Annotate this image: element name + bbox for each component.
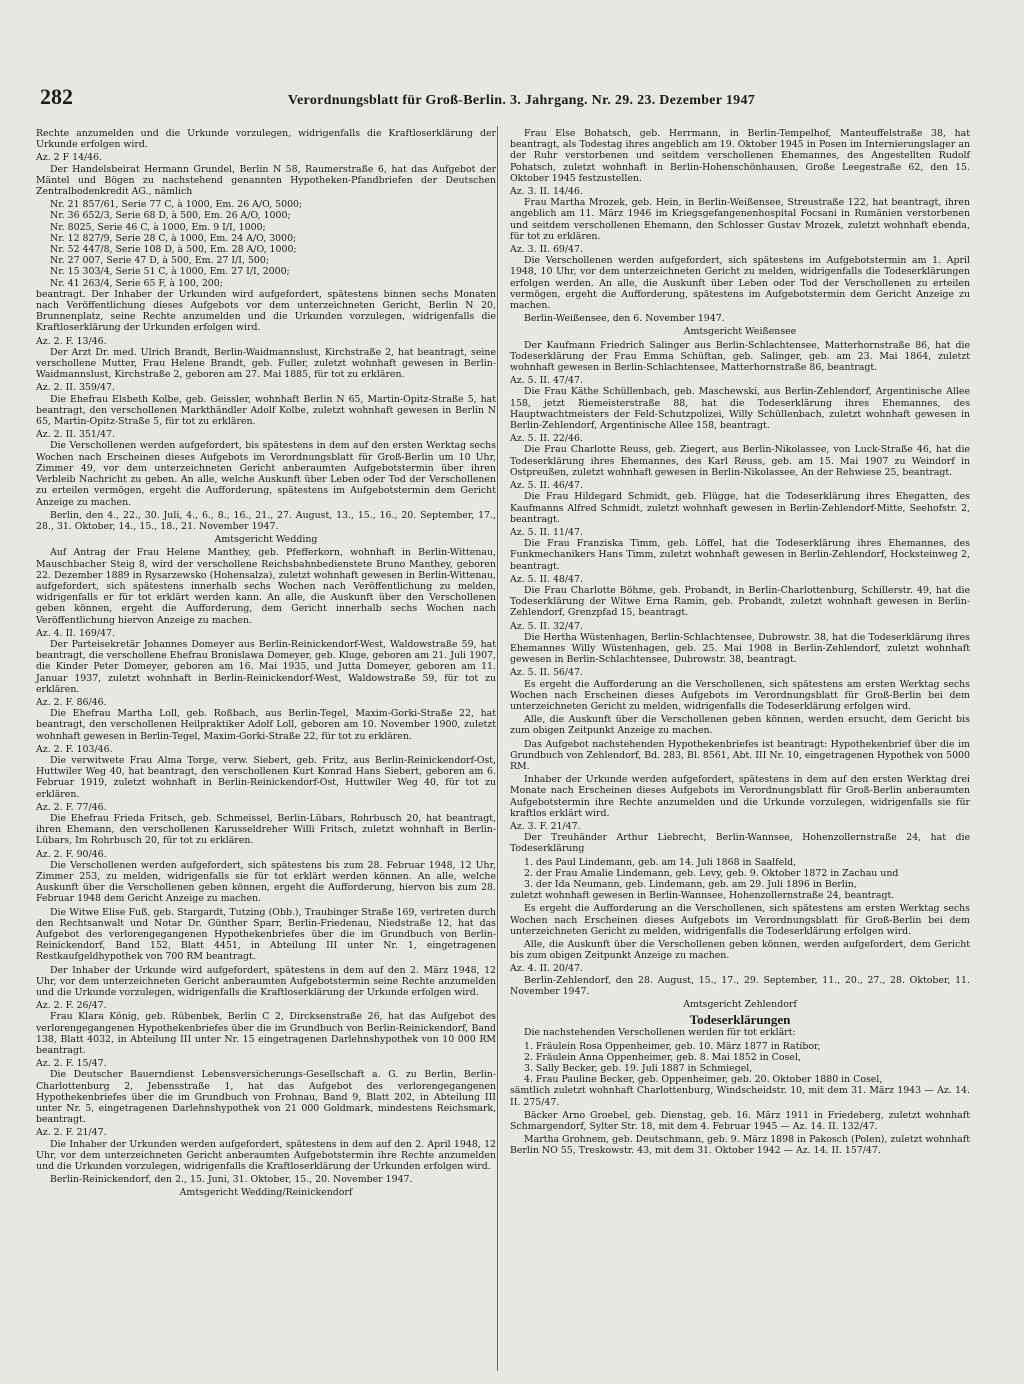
paragraph: Auf Antrag der Frau Helene Manthey, geb. Pfefferkorn, wohnhaft in Berlin-Wittenau, Mauschbacher Steig 8, wird der verschollene Reichsbahnbedienstete Bruno Manthey, geboren 22. Dezember 1889 in Rysarzewsko (Hohensalza), zuletzt wohnhaft gewesen in Berlin-Wittenau, aufgefordert, sich spätestens innerhalb sechs Wochen nach Veröffentlichung zu melden, widrigenfalls er für tot erklärt werden kann. An alle, die Auskunft über den Verschollenen geben können, ergeht die Aufforderung, dem Gericht innerhalb sechs Wochen nach Veröffentlichung hiervon Anzeige zu machen. bbox=[36, 547, 496, 626]
date-line: Berlin-Zehlendorf, den 28. August, 15., 17., 29. September, 11., 20., 27., 28. Oktober, 11. November 1947. bbox=[510, 974, 970, 997]
list-item: 1. des Paul Lindemann, geb. am 14. Juli 1868 in Saalfeld, bbox=[524, 856, 797, 868]
reference: Az. 3. F. 21/47. bbox=[510, 820, 581, 832]
paragraph: Die Verschollenen werden aufgefordert, sich spätestens im Aufgebotstermin am 1. April 1948, 10 Uhr, vor dem unterzeichneten Gericht zu melden, widrigenfalls die Todeserklärungen erfolgen werden. An alle, die Auskunft über Leben oder Tod der Verschollenen zu erteilen vermögen, ergeht die Aufforderung, spätestens im Aufgebotstermin dem Gericht Anzeige zu machen. bbox=[510, 255, 970, 312]
reference: Az. 2. F. 103/46. bbox=[36, 743, 113, 755]
paragraph: Der Parteisekretär Johannes Domeyer aus Berlin-Reinickendorf-West, Waldowstraße 59, hat beantragt, die verschollene Ehefrau Bronislawa Domeyer, geb. Kluge, geboren am 21. Juli 1907, die Kinder Peter Domeyer, geboren am 16. Mai 1935, und Jutta Domeyer, geboren am 11. Januar 1937, zuletzt wohnhaft in Berlin-Reinickendorf-West, Waldowstraße 59, für tot zu erklären. bbox=[36, 638, 496, 695]
paragraph: Die Deutscher Bauerndienst Lebensversicherungs-Gesellschaft a. G. zu Berlin, Berlin-Charlottenburg 2, Jebensstraße 1, hat das Aufgebot des verlorengegangenen Hypothekenbriefes über die im Grundbuch von Frohnau, Band 9, Blatt 202, in Abteilung III unter Nr. 5, eingetragenen Darlehnshypothek von 21 000 Goldmark, mindestens Reichsmark, beantragt. bbox=[36, 1069, 496, 1126]
paragraph: sämtlich zuletzt wohnhaft Charlottenburg, Windscheidstr. 10, mit dem 31. März 1943 — Az. 14. II. 275/47. bbox=[510, 1085, 970, 1108]
paragraph: Die nachstehenden Verschollenen werden für tot erklärt: bbox=[524, 1027, 796, 1039]
court-name: Amtsgericht Wedding bbox=[214, 534, 318, 546]
list-item: 2. Fräulein Anna Oppenheimer, geb. 8. Mai 1852 in Cosel, bbox=[524, 1051, 801, 1063]
paragraph: Es ergeht die Aufforderung an die Verschollenen, sich spätestens am ersten Werktag sechs Wochen nach Erscheinen dieses Aufgebots im Verordnungsblatt für Groß-Berlin bei dem unterzeichneten Gericht zu melden, widrigenfalls die Todeserklärung erfolgen wird. bbox=[510, 678, 970, 712]
paragraph: beantragt. Der Inhaber der Urkunden wird aufgefordert, spätestens binnen sechs Monaten nach Veröffentlichung dieses Aufgebots vor dem unterzeichneten Gericht, Berlin N 20, Brunnenplatz, seine Rechte anzumelden und die Urkunden vorzulegen, widrigenfalls die Kraftloserklärung der Urkunden erfolgen wird. bbox=[36, 288, 496, 334]
page-header bbox=[40, 84, 970, 110]
reference: Az. 2. II. 359/47. bbox=[36, 382, 115, 394]
reference: Az. 5. II. 32/47. bbox=[510, 620, 583, 632]
reference: Az. 2. F. 86/46. bbox=[36, 696, 107, 708]
list-item: Nr. 41 263/4, Serie 65 F, à 100, 200; bbox=[50, 277, 223, 289]
paragraph: Die Hertha Wüstenhagen, Berlin-Schlachtensee, Dubrowstr. 38, hat die Todeserklärung ihres Ehemannes Willy Wüstenhagen, geb. 25. Mai 1908 in Berlin-Zehlendorf, zuletzt wohnhaft gewesen in Berlin-Schlachtensee, Dubrowstr. 38, beantragt. bbox=[510, 631, 970, 666]
paragraph: Die Verschollenen werden aufgefordert, bis spätestens in dem auf den ersten Werktag sechs Wochen nach Erscheinen dieses Aufgebots im Verordnungsblatt für Groß-Berlin um 10 Uhr, Zimmer 49, vor dem unterzeichneten Gericht anberaumten Aufgebotstermin über ihren Verbleib Nachricht zu geben. An alle, welche Auskunft über Leben oder Tod der Verschollenen zu erteilen vermögen, ergeht die Aufforderung, spätestens im Aufgebotstermin dem Gericht Anzeige zu machen. bbox=[36, 440, 496, 508]
paragraph: Alle, die Auskunft über die Verschollenen geben können, werden ersucht, dem Gericht bis zum obigen Zeitpunkt Anzeige zu machen. bbox=[510, 714, 970, 737]
paragraph: Der Treuhänder Arthur Liebrecht, Berlin-Wannsee, Hohenzollernstraße 24, hat die Todeserklärung bbox=[510, 832, 970, 855]
reference: Az. 5. II. 46/47. bbox=[510, 480, 583, 492]
paragraph: Die Frau Charlotte Reuss, geb. Ziegert, aus Berlin-Nikolassee, von Luck-Straße 46, hat die Todeserklärung ihres Ehemannes, des Karl Reuss, geb. am 15. Mai 1907 zu Weindorf in Ostpreußen, zuletzt wohnhaft gewesen in Berlin-Nikolassee, An der Rehwiese 25, beantragt. bbox=[510, 444, 970, 478]
paragraph: Der Arzt Dr. med. Ulrich Brandt, Berlin-Waidmannslust, Kirchstraße 2, hat beantragt, seine verschollene Mutter, Frau Helene Brandt, geb. Fuller, zuletzt wohnhaft gewesen in Berlin-Waidmannslust, Kirchstraße 2, geboren am 27. Mai 1885, für tot zu erklären. bbox=[36, 346, 496, 381]
paragraph: Der Handelsbeirat Hermann Grundel, Berlin N 58, Raumerstraße 6, hat das Aufgebot der Mäntel und Bögen zu nachstehend genannten Hypotheken-Pfandbriefen der Deutschen Zentralbodenkredit AG., nämlich bbox=[36, 163, 496, 198]
list-item: Nr. 12 827/9, Serie 28 C, à 1000, Em. 24 A/O, 3000; bbox=[50, 232, 297, 244]
reference: Az. 2. F. 26/47. bbox=[36, 1000, 107, 1012]
paragraph: Der Kaufmann Friedrich Salinger aus Berlin-Schlachtensee, Matterhornstraße 86, hat die Todeserklärung der Frau Emma Schüftan, geb. Salinger, geb. am 23. Mai 1864, zuletzt wohnhaft gewesen in Berlin-Schlachtensee, Matterhornstraße 86, beantragt. bbox=[510, 339, 970, 374]
paragraph: Die Inhaber der Urkunden werden aufgefordert, spätestens in dem auf den 2. April 1948, 12 Uhr, vor dem unterzeichneten Gericht anberaumten Aufgebotstermin ihre Rechte anzumelden und die Urkunden vorzulegen, widrigenfalls die Kraftloserklärung der Urkunden erfolgen wird. bbox=[36, 1138, 496, 1173]
paragraph: Die verwitwete Frau Alma Torge, verw. Siebert, geb. Fritz, aus Berlin-Reinickendorf-Ost, Huttwiler Weg 40, hat beantragt, den verschollenen Kurt Konrad Hans Siebert, geboren am 6. Februar 1919, zuletzt wohnhaft in Berlin-Reinickendorf-Ost, Huttwiler Weg 40, für tot zu erklären. bbox=[36, 754, 496, 800]
paragraph: Die Frau Franziska Timm, geb. Löffel, hat die Todeserklärung ihres Ehemannes, des Funkmechanikers Hans Timm, zuletzt wohnhaft gewesen in Berlin-Zehlendorf, Hocksteinweg 2, beantragt. bbox=[510, 538, 970, 572]
paragraph: Es ergeht die Aufforderung an die Verschollenen, sich spätestens am ersten Werktag sechs Wochen nach Erscheinen dieses Aufgebots im Verordnungsblatt für Groß-Berlin bei dem unterzeichneten Gericht zu melden, widrigenfalls die Todeserklärung erfolgen wird. bbox=[510, 903, 970, 937]
court-name: Amtsgericht Wedding/Reinickendorf bbox=[179, 1187, 353, 1199]
paragraph: Die Ehefrau Martha Loll, geb. Roßbach, aus Berlin-Tegel, Maxim-Gorki-Straße 22, hat beantragt, den verschollenen Heilpraktiker Adolf Loll, geboren am 10. November 1900, zuletzt wohnhaft gewesen in Berlin-Tegel, Maxim-Gorki-Straße 22, für tot zu erklären. bbox=[36, 708, 496, 742]
list-item: Nr. 8025, Serie 46 C, à 1000, Em. 9 I/I, 1000; bbox=[50, 221, 266, 233]
paragraph: Die Witwe Elise Fuß, geb. Stargardt, Tutzing (Obb.), Traubinger Straße 169, vertreten durch den Rechtsanwalt und Notar Dr. Günther Sparr, Berlin-Friedenau, Niedstraße 12, hat das Aufgebot des verlorengegangenen Hypothekenbriefes über die im Grundbuch von Berlin-Reinickendorf, Band 152, Blatt 4451, in Abteilung III unter Nr. 1, eingetragenen Restkaufgeldhypothek von 700 RM beantragt. bbox=[36, 906, 496, 963]
list-item: 2. der Frau Amalie Lindemann, geb. Levy, geb. 9. Oktober 1872 in Zachau und bbox=[524, 867, 899, 879]
reference: Az. 3. II. 69/47. bbox=[510, 244, 583, 256]
paragraph: Frau Else Bohatsch, geb. Herrmann, in Berlin-Tempelhof, Manteuffelstraße 38, hat beantragt, als Todestag ihres angeblich am 19. Oktober 1945 in Posen im Internierungslager an der Ruhr verstorbenen und seitdem verschollenen Ehemannes, des Angestellten Rudolf Pohatsch, zuletzt wohnhaft in Berlin-Hohenschönhausen, Große Leegestraße 62, den 15. Oktober 1945 festzustellen. bbox=[510, 128, 970, 184]
paragraph: Alle, die Auskunft über die Verschollenen geben können, werden aufgefordert, dem Gericht bis zum obigen Zeitpunkt Anzeige zu machen. bbox=[510, 939, 970, 962]
court-name: Amtsgericht Zehlendorf bbox=[683, 999, 797, 1011]
paragraph: Martha Grohnem, geb. Deutschmann, geb. 9. März 1898 in Pakosch (Polen), zuletzt wohnhaft Berlin NO 55, Treskowstr. 43, mit dem 31. Oktober 1942 — Az. 14. II. 157/47. bbox=[510, 1134, 970, 1157]
reference: Az. 5. II. 11/47. bbox=[510, 526, 583, 538]
bond-list bbox=[36, 199, 496, 289]
reference: Az. 2. F. 90/46. bbox=[36, 848, 107, 860]
reference: Az. 2. F. 15/47. bbox=[36, 1058, 107, 1070]
reference: Az. 5. II. 48/47. bbox=[510, 573, 583, 585]
reference: Az. 2. F. 13/46. bbox=[36, 335, 107, 347]
page-number: 282 bbox=[40, 84, 73, 109]
list-item: Nr. 21 857/61, Serie 77 C, à 1000, Em. 26 A/O, 5000; bbox=[50, 199, 303, 211]
paragraph: Die Frau Charlotte Böhme, geb. Probandt, in Berlin-Charlottenburg, Schillerstr. 49, hat die Todeserklärung der Witwe Erna Ramin, geb. Probandt, zuletzt wohnhaft gewesen in Berlin-Zehlendorf, Grenzpfad 15, beantragt. bbox=[510, 584, 970, 619]
running-title: Verordnungsblatt für Groß-Berlin. 3. Jahrgang. Nr. 29. 23. Dezember 1947 bbox=[287, 93, 756, 108]
declared-dead-list bbox=[510, 1041, 970, 1086]
paragraph: Der Inhaber der Urkunde wird aufgefordert, spätestens in dem auf den 2. März 1948, 12 Uhr, vor dem unterzeichneten Gericht anberaumten Aufgebotstermin seine Rechte anzumelden und die Urkunde vorzulegen, widrigenfalls die Kraftloserklärung der Urkunde erfolgen wird. bbox=[36, 964, 496, 999]
reference: Az. 4. II. 169/47. bbox=[36, 627, 115, 639]
paragraph: Die Frau Hildegard Schmidt, geb. Flügge, hat die Todeserklärung ihres Ehegatten, des Kaufmanns Alfred Schmidt, zuletzt wohnhaft gewesen in Berlin-Zehlendorf-Mitte, Seehofstr. 2, beantragt. bbox=[510, 491, 970, 525]
reference: Az. 2. F. 77/46. bbox=[36, 801, 107, 813]
reference: Az. 5. II. 22/46. bbox=[510, 433, 583, 445]
list-item: 4. Frau Pauline Becker, geb. Oppenheimer, geb. 20. Oktober 1880 in Cosel, bbox=[524, 1074, 883, 1086]
paragraph: Frau Martha Mrozek, geb. Hein, in Berlin-Weißensee, Streustraße 122, hat beantragt, ihren angeblich am 11. März 1946 im Kriegsgefangenenhospital Focsani in Rumänien verstorbenen und seitdem verschollenen Ehemann, den Schlosser Gustav Mrozek, zuletzt wohnhaft ebenda, für tot zu erklären. bbox=[510, 197, 970, 242]
paragraph: Das Aufgebot nachstehenden Hypothekenbriefes ist beantragt: Hypothekenbrief über die im Grundbuch von Zehlendorf, Bd. 283, Bl. 8561, Abt. III Nr. 10, eingetragenen Hypothek von 5000 RM. bbox=[510, 738, 970, 772]
paragraph: Die Ehefrau Frieda Fritsch, geb. Schmeissel, Berlin-Lübars, Rohrbusch 20, hat beantragt, ihren Ehemann, den verschollenen Karusseldreher Willi Fritsch, zuletzt wohnhaft in Berlin-Lübars, Im Rohrbusch 20, für tot zu erklären. bbox=[36, 812, 496, 847]
list-item: Nr. 27 007, Serie 47 D, à 500, Em. 27 I/I, 500; bbox=[50, 255, 270, 267]
section-heading: Todeserklärungen bbox=[689, 1012, 791, 1028]
list-item: 3. der Ida Neumann, geb. Lindemann, geb. am 29. Juli 1896 in Berlin, bbox=[524, 879, 857, 890]
column-divider bbox=[497, 126, 498, 1371]
paragraph: Die Verschollenen werden aufgefordert, sich spätestens bis zum 28. Februar 1948, 12 Uhr, Zimmer 253, zu melden, widrigenfalls sie für tot erklärt werden können. An alle, welche Auskunft über die Verschollenen geben können, ergeht die Aufforderung, hiervon bis zum 28. Februar 1948 dem Gericht Anzeige zu machen. bbox=[36, 859, 496, 905]
reference: Az. 5. II. 56/47. bbox=[510, 667, 583, 679]
reference: Az. 5. II. 47/47. bbox=[510, 375, 583, 387]
reference: Az. 2. II. 351/47. bbox=[36, 429, 115, 441]
reference: Az. 2 F 14/46. bbox=[36, 152, 103, 164]
list-item: Nr. 36 652/3, Serie 68 D, à 500, Em. 26 A/O, 1000; bbox=[50, 210, 291, 222]
list-item: 1. Fräulein Rosa Oppenheimer, geb. 10. März 1877 in Ratibor, bbox=[524, 1040, 821, 1052]
paragraph: Rechte anzumelden und die Urkunde vorzulegen, widrigenfalls die Kraftloserklärung der Urkunde erfolgen wird. bbox=[36, 128, 496, 151]
paragraph: zuletzt wohnhaft gewesen in Berlin-Wannsee, Hohenzollernstraße 24, beantragt. bbox=[510, 890, 895, 902]
list-item: Nr. 52 447/8, Serie 108 D, à 500, Em. 28 A/O, 1000; bbox=[50, 244, 297, 256]
date-line: Berlin-Reinickendorf, den 2., 15. Juni, 31. Oktober, 15., 20. November 1947. bbox=[50, 1174, 413, 1186]
date-line: Berlin-Weißensee, den 6. November 1947. bbox=[524, 313, 725, 325]
date-line: Berlin, den 4., 22., 30. Juli, 4., 6., 8., 16., 21., 27. August, 13., 15., 16., 20. September, 17., 28., 31. Oktober, 14., 15., 18., 21. November 1947. bbox=[36, 509, 496, 532]
paragraph: Inhaber der Urkunde werden aufgefordert, spätestens in dem auf den ersten Werktag drei Monate nach Erscheinen dieses Aufgebots im Verordnungsblatt für Groß-Berlin anberaumten Aufgebotstermin ihre Rechte anzumelden und die Urkunde vorzulegen, widrigenfalls sie für kraftlos erklärt wird. bbox=[510, 774, 970, 819]
reference: Az. 4. II. 20/47. bbox=[510, 963, 583, 975]
list-item: Nr. 15 303/4, Serie 51 C, à 1000, Em. 27 I/I, 2000; bbox=[50, 266, 290, 278]
list-item: 3. Sally Becker, geb. 19. Juli 1887 in Schmiegel, bbox=[524, 1063, 753, 1075]
left-column bbox=[36, 128, 496, 1201]
paragraph: Frau Klara König, geb. Rübenbek, Berlin C 2, Dircksenstraße 26, hat das Aufgebot des verlorengegangenen Hypothekenbriefes über die im Grundbuch von Berlin-Reinickendorf, Band 138, Blatt 4032, in Abteilung III unter Nr. 15 eingetragenen Darlehnshypothek von 10 000 RM beantragt. bbox=[36, 1011, 496, 1057]
paragraph: Bäcker Arno Groebel, geb. Dienstag, geb. 16. März 1911 in Friedeberg, zuletzt wohnhaft Schmargendorf, Sylter Str. 18, mit dem 4. Februar 1945 — Az. 14. II. 132/47. bbox=[510, 1109, 970, 1133]
reference: Az. 3. II. 14/46. bbox=[510, 186, 583, 198]
reference: Az. 2. F. 21/47. bbox=[36, 1127, 107, 1139]
court-name: Amtsgericht Weißensee bbox=[683, 326, 797, 338]
paragraph: Die Frau Käthe Schüllenbach, geb. Maschewski, aus Berlin-Zehlendorf, Argentinische Allee 158, jetzt Riemeisterstraße 88, hat die Todeserklärung ihres Ehemannes, des Hauptwachtmeisters der Feld-Schutzpolizei, Willy Schüllenbach, zuletzt wohnhaft gewesen in Berlin-Zehlendorf, Argentinische Allee 158, beantragt. bbox=[510, 386, 970, 432]
paragraph: Die Ehefrau Elsbeth Kolbe, geb. Geissler, wohnhaft Berlin N 65, Martin-Opitz-Straße 5, hat beantragt, den verschollenen Markthändler Adolf Kolbe, zuletzt wohnhaft gewesen in Berlin N 65, Martin-Opitz-Straße 5, für tot zu erklären. bbox=[36, 393, 496, 428]
person-list bbox=[510, 857, 970, 891]
right-column bbox=[510, 128, 970, 1159]
